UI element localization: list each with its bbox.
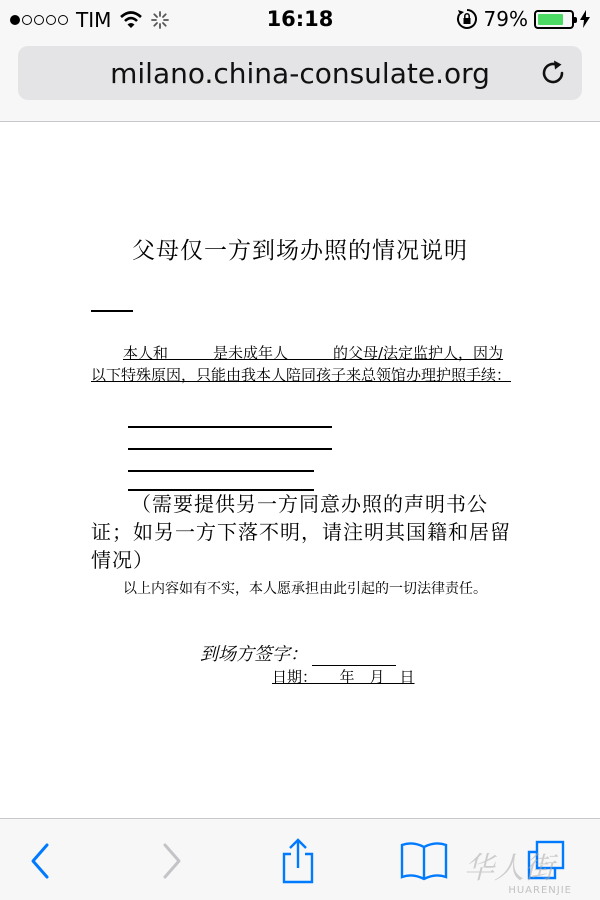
address-bar[interactable] <box>18 46 582 100</box>
requirement-note <box>91 490 523 574</box>
charging-bolt-icon <box>580 10 590 28</box>
reason-blank-line <box>128 470 314 472</box>
battery-fill <box>538 14 563 25</box>
reason-blank-line <box>128 426 332 428</box>
battery-percent: 79% <box>483 7 528 31</box>
share-button[interactable] <box>274 837 322 885</box>
reload-icon[interactable] <box>538 58 568 88</box>
battery-icon <box>534 10 574 29</box>
document-page <box>0 122 600 818</box>
browser-header <box>0 40 600 122</box>
rotation-lock-icon <box>456 8 478 30</box>
book-icon <box>399 841 449 881</box>
reason-blank-line <box>128 448 332 450</box>
carrier-name: TIM <box>76 8 112 32</box>
disclaimer-text: 以上内容如有不实，本人愿承担由此引起的一切法律责任。 <box>123 581 487 597</box>
chevron-left-icon <box>28 841 52 881</box>
forward-button[interactable] <box>148 837 196 885</box>
date-field: 日期： 年 月 日 <box>272 668 415 686</box>
signature-line <box>312 646 396 666</box>
watermark-logo: 华人街 <box>464 851 554 886</box>
document-title: 父母仅一方到场办照的情况说明 <box>132 238 468 264</box>
status-time: 16:18 <box>266 7 334 31</box>
url-text[interactable]: milano.china-consulate.org <box>110 57 490 90</box>
note-text: （需要提供另一方同意办照的声明书公证；如另一方下落不明，请注明其国籍和居留情况） <box>91 492 511 572</box>
signature-field <box>200 640 396 666</box>
title-underline <box>91 310 133 312</box>
status-bar <box>0 0 600 40</box>
chevron-right-icon <box>160 841 184 881</box>
watermark-subtext: HUARENJIE <box>508 885 572 896</box>
liability-disclaimer <box>91 578 515 600</box>
signature-label: 到场方签字： <box>200 644 308 665</box>
back-button[interactable] <box>16 837 64 885</box>
share-icon <box>278 838 318 884</box>
bookmarks-button[interactable] <box>398 837 450 885</box>
statement-text: 本人和 是未成年人 的父母/法定监护人，因为以下特殊原因，只能由我本人陪同孩子来总领馆办理护照手续： <box>91 344 512 384</box>
statement-paragraph <box>91 342 511 386</box>
browser-toolbar <box>0 818 600 900</box>
status-right <box>456 7 590 31</box>
